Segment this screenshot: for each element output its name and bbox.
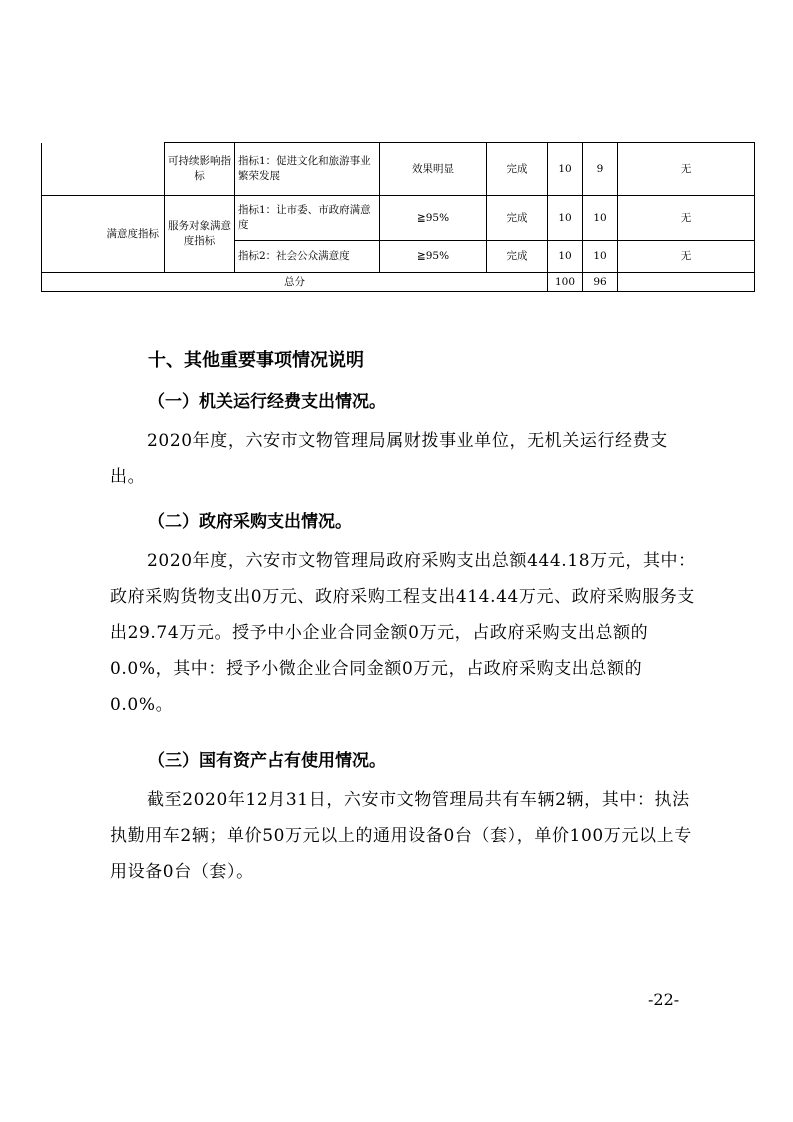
table-cell-total-score: 96	[583, 273, 618, 292]
performance-table	[41, 142, 755, 292]
table-cell-indicator: 指标2：社会公众满意度	[235, 241, 380, 273]
section-heading: 十、其他重要事项情况说明	[148, 350, 364, 371]
table-cell-indicator: 指标1：促进文化和旅游事业繁荣发展	[235, 143, 380, 196]
table-cell-level1	[42, 143, 165, 196]
paragraph-3: 截至2020年12月31日，六安市文物管理局共有车辆2辆，其中：执法执勤用车2辆；单价50万元以上的通用设备0台（套），单价100万元以上专用设备0台（套）。	[110, 790, 692, 882]
table-cell-total-label: 总分	[42, 273, 548, 292]
table-cell-weight: 10	[548, 196, 583, 241]
page-number: -22-	[648, 990, 680, 1009]
table-cell-target: 效果明显	[380, 143, 487, 196]
table-cell-target: ≧95%	[380, 196, 487, 241]
subsection-heading-2: （二）政府采购支出情况。	[148, 512, 352, 532]
performance-table-wrapper	[41, 142, 754, 292]
paragraph-1: 2020年度，六安市文物管理局属财拨事业单位，无机关运行经费支出。	[110, 431, 668, 487]
table-cell-score: 10	[583, 241, 618, 273]
table-cell-indicator: 指标1：让市委、市政府满意度	[235, 196, 380, 241]
subsection-heading-1: （一）机关运行经费支出情况。	[148, 392, 386, 412]
table-cell-total-note	[618, 273, 755, 292]
subsection-heading-3: （三）国有资产占有使用情况。	[148, 751, 386, 771]
table-cell-level2: 可持续影响指标	[165, 143, 235, 196]
table-cell-weight: 10	[548, 143, 583, 196]
table-row	[42, 196, 755, 241]
table-total-row	[42, 273, 755, 292]
table-cell-actual: 完成	[487, 241, 548, 273]
table-cell-actual: 完成	[487, 143, 548, 196]
table-cell-target: ≧95%	[380, 241, 487, 273]
table-cell-weight: 10	[548, 241, 583, 273]
table-cell-note: 无	[618, 241, 755, 273]
table-cell-total-weight: 100	[548, 273, 583, 292]
table-cell-blank	[42, 196, 102, 273]
table-cell-actual: 完成	[487, 196, 548, 241]
table-cell-note: 无	[618, 143, 755, 196]
table-cell-score: 9	[583, 143, 618, 196]
table-cell-level2: 服务对象满意度指标	[165, 196, 235, 273]
table-cell-level1: 满意度指标	[102, 196, 165, 273]
table-cell-note: 无	[618, 196, 755, 241]
paragraph-2: 2020年度，六安市文物管理局政府采购支出总额444.18万元，其中：政府采购货物支出0万元、政府采购工程支出414.44万元、政府采购服务支出29.74万元。授予中小企业合同金额0万元，占政府采购支出总额的0.0%，其中：授予小微企业合同金额0万元，占政府采购支出总额的0.0%。	[110, 551, 696, 715]
table-cell-score: 10	[583, 196, 618, 241]
table-row	[42, 143, 755, 196]
